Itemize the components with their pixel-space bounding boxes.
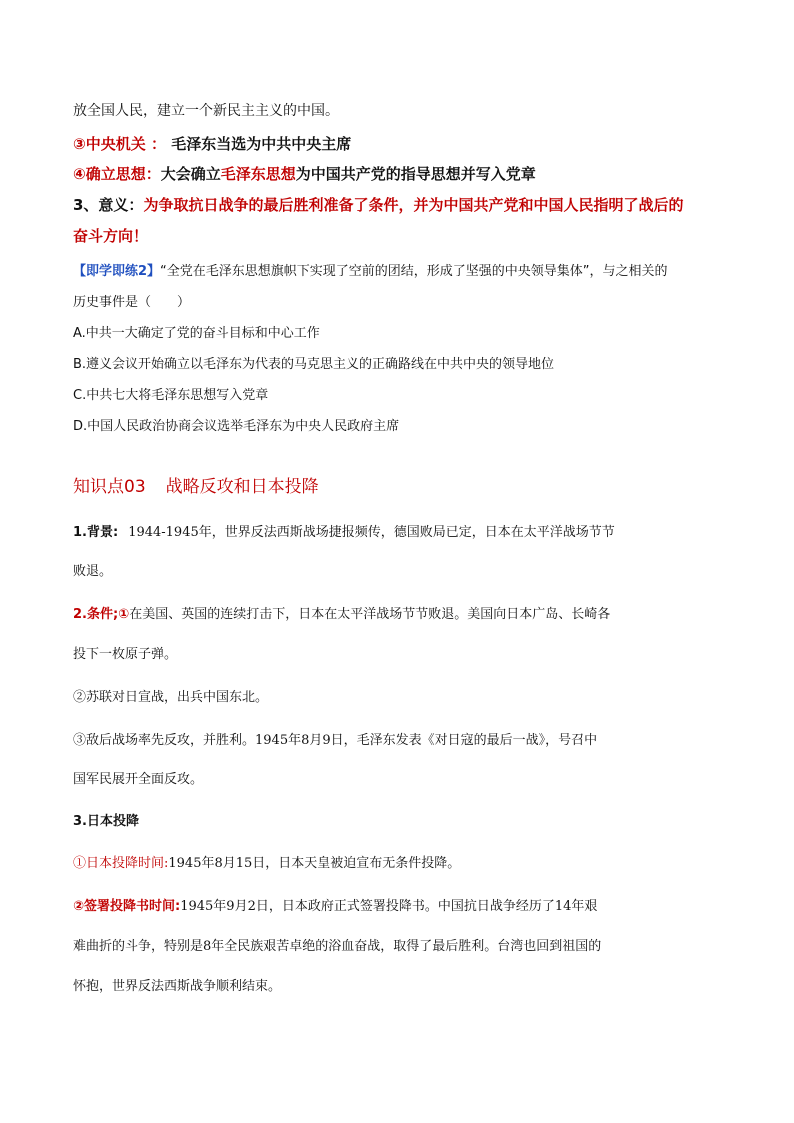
- meaning-text-1: 为争取抗日战争的最后胜利准备了条件，并为中国共产党和中国人民指明了战后的: [143, 196, 684, 214]
- meaning-line: [73, 194, 683, 215]
- condition-label: 2.条件;①: [73, 607, 130, 622]
- exercise-question-line-2: 历史事件是（ ）: [73, 295, 191, 310]
- thought-line: [73, 163, 536, 184]
- thought-name: 毛泽东思想: [220, 165, 296, 183]
- central-organ-text: 毛泽东当选为中共中央主席: [171, 135, 352, 153]
- condition-line-5: 国军民展开全面反攻。: [73, 772, 204, 787]
- background-text: 1944-1945年，世界反法西斯战场捷报频传，德国败局已定，日本在太平洋战场节节: [128, 525, 615, 540]
- background-line-2: 败退。: [73, 564, 113, 579]
- signing-line-1: [73, 895, 597, 914]
- central-organ-line: [73, 133, 351, 154]
- condition-line-2: 投下一枚原子弹。: [73, 647, 178, 662]
- condition-line-1: [73, 603, 610, 622]
- condition-line-3: ②苏联对日宣战，出兵中国东北。: [73, 690, 269, 705]
- meaning-line-2: 奋斗方向！: [73, 227, 149, 245]
- thought-text-b: 为中国共产党的指导思想并写入党章: [295, 165, 536, 183]
- background-line-1: [73, 521, 615, 540]
- exercise-question-text: “全党在毛泽东思想旗帜下实现了空前的团结，形成了坚强的中央领导集体”，与之相关的: [160, 264, 668, 279]
- central-organ-sep: ：: [150, 135, 166, 153]
- exercise-question-line-1: [73, 260, 668, 279]
- option-a: A.中共一大确定了党的奋斗目标和中心工作: [73, 326, 320, 341]
- condition-text-1: 在美国、英国的连续打击下，日本在太平洋战场节节败退。美国向日本广岛、长崎各: [129, 607, 611, 622]
- section-label: 知识点03: [73, 477, 146, 497]
- surrender-time-label: ①日本投降时间:: [73, 856, 169, 871]
- section-heading: [73, 472, 319, 497]
- meaning-label: 3、意义：: [73, 196, 144, 214]
- background-label: 1.背景:: [73, 525, 119, 540]
- signing-label: ②签署投降书时间:: [73, 899, 181, 914]
- surrender-time-text: 1945年8月15日，日本天皇被迫宣布无条件投降。: [168, 856, 461, 871]
- exercise-tag: 【即学即练2】: [73, 264, 161, 279]
- condition-line-4: ③敌后战场率先反攻，并胜利。1945年8月9日，毛泽东发表《对日寇的最后一战》，号召中: [73, 733, 598, 748]
- central-organ-label: ③中央机关: [73, 135, 146, 153]
- option-d: D.中国人民政治协商会议选举毛泽东为中央人民政府主席: [73, 419, 400, 434]
- section-title: 战略反攻和日本投降: [165, 477, 319, 497]
- option-b: B.遵义会议开始确立以毛泽东为代表的马克思主义的正确路线在中共中央的领导地位: [73, 357, 555, 372]
- option-c: C.中共七大将毛泽东思想写入党章: [73, 388, 269, 403]
- thought-text-a: 大会确立: [160, 165, 221, 183]
- signing-text-1: 1945年9月2日，日本政府正式签署投降书。中国抗日战争经历了14年艰: [180, 899, 598, 914]
- signing-line-2: 难曲折的斗争，特别是8年全民族艰苦卓绝的浴血奋战，取得了最后胜利。台湾也回到祖国的: [73, 939, 602, 954]
- surrender-heading: 3.日本投降: [73, 814, 139, 829]
- thought-label: ④确立思想：: [73, 165, 161, 183]
- signing-line-3: 怀抱，世界反法西斯战争顺利结束。: [73, 979, 282, 994]
- intro-line: 放全国人民，建立一个新民主主义的中国。: [73, 103, 339, 119]
- surrender-time-line: [73, 852, 460, 871]
